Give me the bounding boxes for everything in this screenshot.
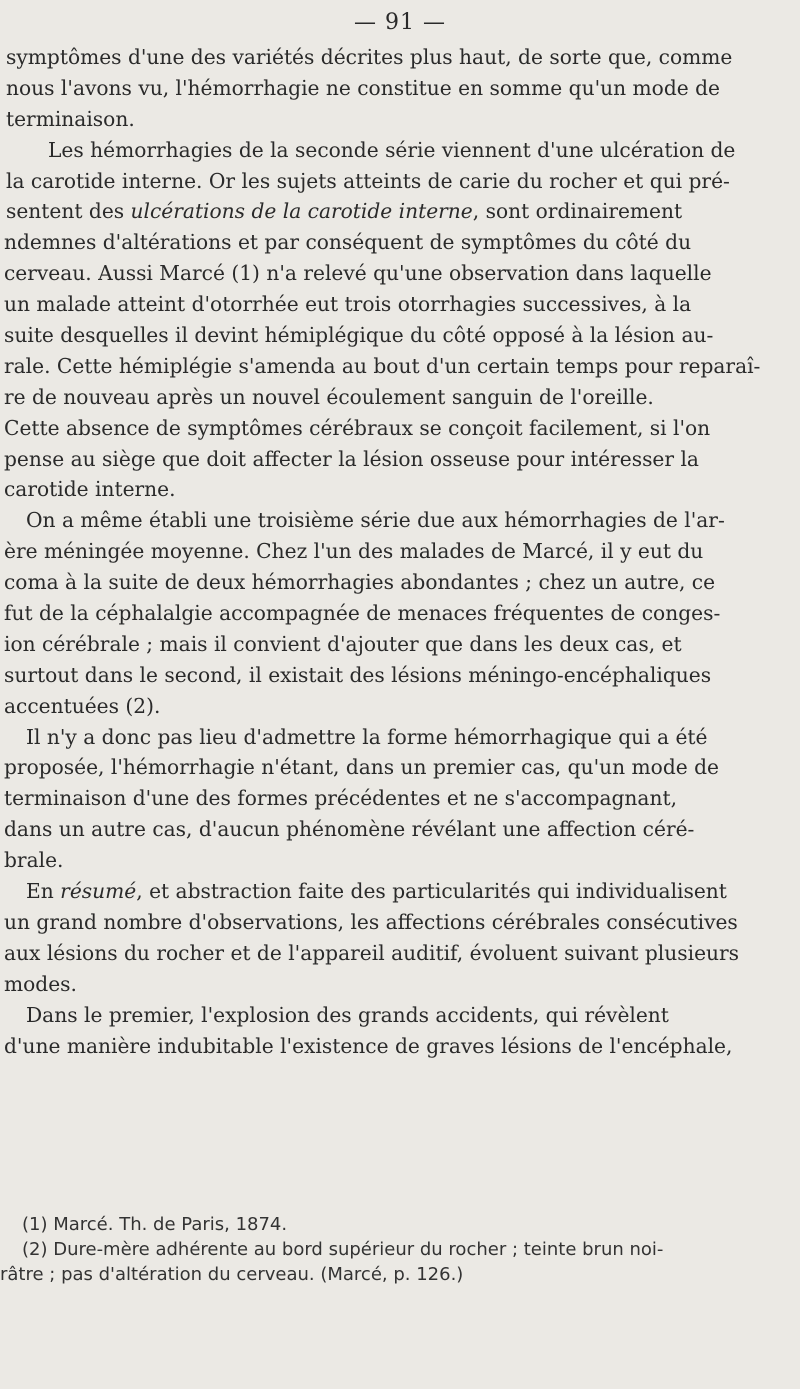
text-line: Dans le premier, l'explosion des grands accidents, qui révèlent [26, 1002, 669, 1027]
text-line: nous l'avons vu, l'hémorrhagie ne constitue en somme qu'un mode de [6, 75, 720, 100]
footnote: (1) Marcé. Th. de Paris, 1874. [22, 1214, 288, 1235]
text-line: Il n'y a donc pas lieu d'admettre la forme hémorrhagique qui a été [26, 724, 708, 749]
text-line: un malade atteint d'otorrhée eut trois otorrhagies successives, à la [4, 292, 692, 317]
text-line: Les hémorrhagies de la seconde série viennent d'une ulcération de [48, 137, 736, 162]
text-line: terminaison. [6, 106, 135, 131]
text-line: re de nouveau après un nouvel écoulement sanguin de l'oreille. [4, 384, 654, 409]
text-line: Cette absence de symptômes cérébraux se conçoit facilement, si l'on [4, 415, 711, 440]
text-line: coma à la suite de deux hémorrhagies abondantes ; chez un autre, ce [4, 570, 716, 595]
text-line: fut de la céphalalgie accompagnée de menaces fréquentes de conges- [4, 601, 721, 626]
text-line: En résumé, et abstraction faite des particularités qui individualisent [26, 879, 727, 904]
text-line: suite desquelles il devint hémiplégique du côté opposé à la lésion au- [4, 323, 714, 348]
text-line: proposée, l'hémorrhagie n'étant, dans un premier cas, qu'un mode de [4, 755, 719, 780]
text-line: aux lésions du rocher et de l'appareil auditif, évoluent suivant plusieurs [4, 940, 740, 965]
text-line: ion cérébrale ; mais il convient d'ajouter que dans les deux cas, et [4, 631, 682, 656]
text-line: surtout dans le second, il existait des lésions méningo-encéphaliques [4, 662, 712, 687]
text-line: d'une manière indubitable l'existence de graves lésions de l'encéphale, [4, 1033, 733, 1058]
text-line: dans un autre cas, d'aucun phénomène révélant une affection céré- [4, 817, 695, 842]
footnote: râtre ; pas d'altération du cerveau. (Marcé, p. 126.) [0, 1264, 464, 1285]
page-number: — 91 — [354, 10, 446, 35]
italic-phrase: ulcérations de la carotide interne [130, 199, 473, 224]
text-line: terminaison d'une des formes précédentes et ne s'accompagnant, [4, 786, 677, 811]
body-text [0, 42, 800, 1061]
text-line: ère méningée moyenne. Chez l'un des malades de Marcé, il y eut du [4, 539, 704, 564]
text-line: rale. Cette hémiplégie s'amenda au bout d'un certain temps pour reparaî- [4, 353, 761, 378]
text-line: cerveau. Aussi Marcé (1) n'a relevé qu'une observation dans laquelle [4, 261, 712, 286]
text-line: modes. [4, 971, 77, 996]
footnotes [0, 1212, 800, 1287]
text-line: pense au siège que doit affecter la lésion osseuse pour intéresser la [4, 446, 699, 471]
text-line: brale. [4, 848, 64, 873]
text-line: un grand nombre d'observations, les affections cérébrales consécutives [4, 909, 738, 934]
text-line: sentent des ulcérations de la carotide interne, sont ordinairement [6, 199, 683, 224]
text-line: carotide interne. [4, 477, 176, 502]
text-line: la carotide interne. Or les sujets atteints de carie du rocher et qui pré- [6, 168, 730, 193]
text-line: accentuées (2). [4, 693, 161, 718]
text-line: ndemnes d'altérations et par conséquent de symptômes du côté du [4, 230, 692, 255]
text-line: On a même établi une troisième série due aux hémorrhagies de l'ar- [26, 508, 725, 533]
text-line: symptômes d'une des variétés décrites plus haut, de sorte que, comme [6, 45, 733, 69]
footnote: (2) Dure-mère adhérente au bord supérieur du rocher ; teinte brun noi- [22, 1239, 664, 1260]
italic-phrase: résumé [60, 879, 137, 904]
